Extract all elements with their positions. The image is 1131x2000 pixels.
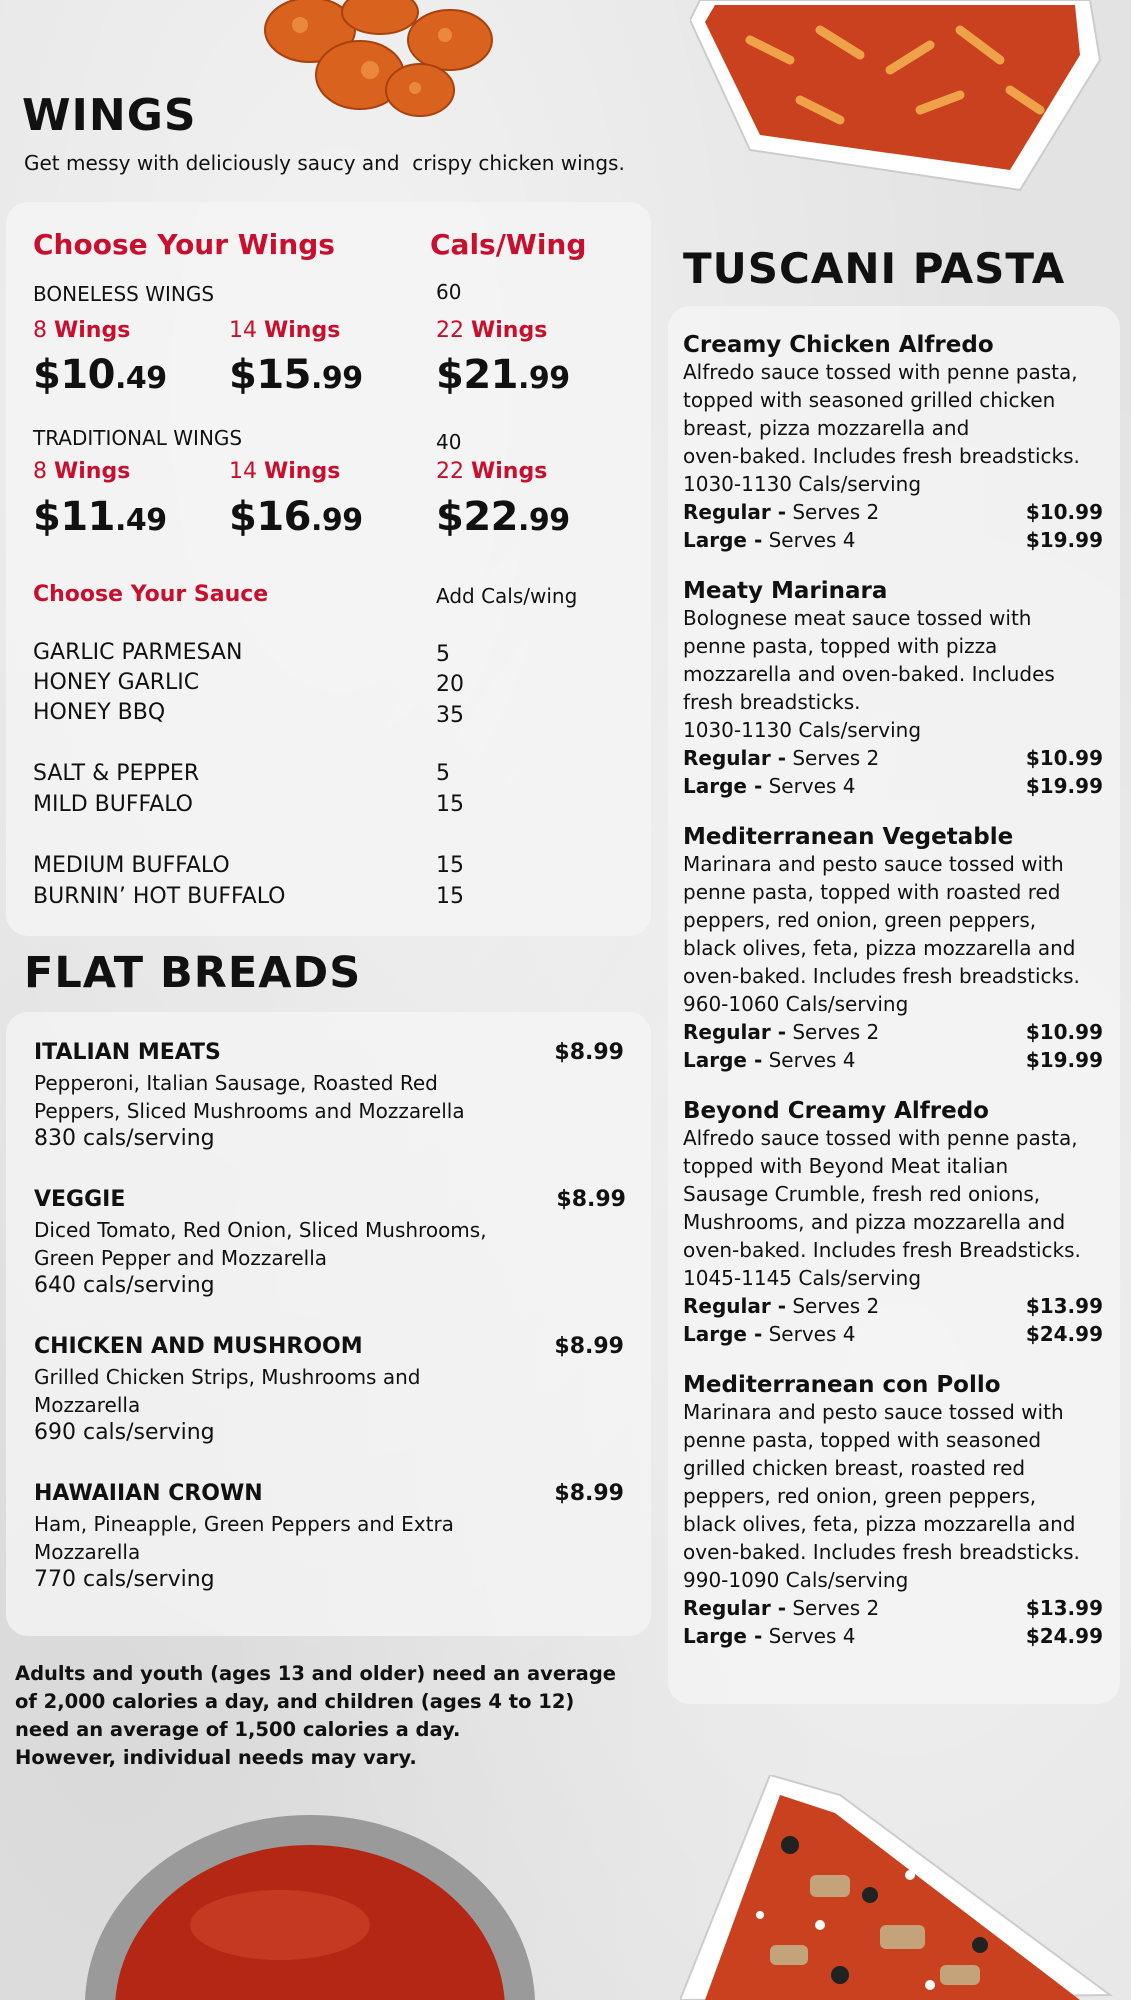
pasta-desc-line: oven-baked. Includes fresh breadsticks. bbox=[683, 444, 1080, 468]
price-dollars: $15 bbox=[229, 352, 311, 398]
sauce-name: MEDIUM BUFFALO bbox=[33, 853, 230, 878]
pasta-desc-line: breast, pizza mozzarella and bbox=[683, 416, 970, 440]
flatbread-cals: 830 cals/serving bbox=[34, 1126, 215, 1151]
pasta-desc-line: Marinara and pesto sauce tossed with bbox=[683, 1400, 1064, 1424]
pasta-desc-line: Sausage Crumble, fresh red onions, bbox=[683, 1182, 1041, 1206]
wing-price bbox=[436, 352, 570, 398]
choose-sauce-heading: Choose Your Sauce bbox=[33, 582, 269, 607]
flatbread-name: VEGGIE bbox=[34, 1187, 126, 1212]
pasta-large-row bbox=[683, 1046, 1103, 1074]
flatbread-desc: Green Pepper and Mozzarella bbox=[34, 1246, 328, 1270]
pasta-cals: 960-1060 Cals/serving bbox=[683, 992, 909, 1016]
wings-card bbox=[6, 202, 651, 936]
pasta-pollo-tray-photo bbox=[680, 1775, 1120, 2000]
flatbread-price: $8.99 bbox=[554, 1481, 624, 1506]
wing-option-count bbox=[33, 459, 130, 484]
pasta-cals: 1030-1130 Cals/serving bbox=[683, 472, 922, 496]
price-dollars: $22 bbox=[436, 494, 518, 540]
regular-price: $10.99 bbox=[1025, 500, 1103, 524]
pasta-desc-line: penne pasta, topped with roasted red bbox=[683, 880, 1061, 904]
pasta-cals: 1045-1145 Cals/serving bbox=[683, 1266, 922, 1290]
count-number: 22 bbox=[436, 459, 464, 484]
count-number: 22 bbox=[436, 318, 464, 343]
wings-title: WINGS bbox=[22, 90, 197, 141]
regular-serves: Serves 2 bbox=[792, 1294, 880, 1318]
flatbreads-title: FLAT BREADS bbox=[24, 948, 362, 998]
pasta-tray-photo bbox=[690, 0, 1110, 195]
pasta-desc-line: black olives, feta, pizza mozzarella and bbox=[683, 1512, 1076, 1536]
count-unit: Wings bbox=[54, 318, 131, 343]
traditional-wings-cals: 40 bbox=[436, 430, 462, 454]
large-price: $24.99 bbox=[1025, 1322, 1103, 1346]
flatbread-desc: Diced Tomato, Red Onion, Sliced Mushrooms, bbox=[34, 1218, 487, 1242]
traditional-wings-label: TRADITIONAL WINGS bbox=[33, 426, 243, 450]
sauce-cals: 5 bbox=[436, 642, 450, 667]
wing-option-count bbox=[229, 459, 340, 484]
pasta-desc-line: black olives, feta, pizza mozzarella and bbox=[683, 936, 1076, 960]
price-cents: .99 bbox=[518, 503, 570, 538]
large-label: Large - bbox=[683, 1624, 763, 1648]
large-serves: Serves 4 bbox=[768, 774, 856, 798]
marinara-bowl-photo bbox=[80, 1805, 540, 2000]
wing-price bbox=[33, 494, 167, 540]
regular-label: Regular - bbox=[683, 1020, 786, 1044]
wing-option-count bbox=[33, 318, 130, 343]
flatbread-desc: Mozzarella bbox=[34, 1393, 141, 1417]
count-number: 14 bbox=[229, 318, 257, 343]
flatbread-desc: Grilled Chicken Strips, Mushrooms and bbox=[34, 1365, 421, 1389]
regular-price: $10.99 bbox=[1025, 746, 1103, 770]
flatbread-cals: 770 cals/serving bbox=[34, 1567, 215, 1592]
regular-label: Regular - bbox=[683, 1596, 786, 1620]
flatbread-name: HAWAIIAN CROWN bbox=[34, 1481, 263, 1506]
count-unit: Wings bbox=[471, 318, 548, 343]
sauce-name: BURNIN’ HOT BUFFALO bbox=[33, 884, 286, 909]
sauce-name: GARLIC PARMESAN bbox=[33, 640, 243, 665]
regular-price: $10.99 bbox=[1025, 1020, 1103, 1044]
pasta-name: Beyond Creamy Alfredo bbox=[683, 1098, 989, 1124]
flatbread-cals: 690 cals/serving bbox=[34, 1420, 215, 1445]
large-serves: Serves 4 bbox=[768, 1322, 856, 1346]
pasta-desc-line: penne pasta, topped with pizza bbox=[683, 634, 998, 658]
sauce-name: HONEY GARLIC bbox=[33, 670, 200, 695]
pasta-item bbox=[683, 824, 1103, 1074]
flatbread-name: ITALIAN MEATS bbox=[34, 1040, 221, 1065]
pasta-title: TUSCANI PASTA bbox=[683, 244, 1066, 293]
flatbread-price: $8.99 bbox=[554, 1334, 624, 1359]
pasta-desc-line: Marinara and pesto sauce tossed with bbox=[683, 852, 1064, 876]
wing-option-count bbox=[436, 318, 547, 343]
wings-photo bbox=[250, 0, 530, 130]
disclaimer-line: However, individual needs may vary. bbox=[15, 1746, 417, 1769]
count-unit: Wings bbox=[471, 459, 548, 484]
pasta-desc-line: oven-baked. Includes fresh Breadsticks. bbox=[683, 1238, 1081, 1262]
large-label: Large - bbox=[683, 774, 763, 798]
pasta-name: Creamy Chicken Alfredo bbox=[683, 332, 994, 358]
pasta-desc-line: fresh breadsticks. bbox=[683, 690, 861, 714]
large-serves: Serves 4 bbox=[768, 528, 856, 552]
pasta-regular-row bbox=[683, 1594, 1103, 1622]
price-cents: .49 bbox=[115, 503, 167, 538]
flatbread-price: $8.99 bbox=[554, 1040, 624, 1065]
pasta-item bbox=[683, 578, 1103, 800]
disclaimer-line: Adults and youth (ages 13 and older) need an average bbox=[15, 1662, 617, 1685]
large-price: $19.99 bbox=[1025, 774, 1103, 798]
regular-serves: Serves 2 bbox=[792, 1020, 880, 1044]
price-dollars: $21 bbox=[436, 352, 518, 398]
sauce-cals: 5 bbox=[436, 761, 450, 786]
price-cents: .99 bbox=[311, 503, 363, 538]
wing-option-count bbox=[436, 459, 547, 484]
sauce-name: MILD BUFFALO bbox=[33, 792, 193, 817]
pasta-desc-line: Mushrooms, and pizza mozzarella and bbox=[683, 1210, 1066, 1234]
flatbread-desc: Mozzarella bbox=[34, 1540, 141, 1564]
flatbread-cals: 640 cals/serving bbox=[34, 1273, 215, 1298]
large-label: Large - bbox=[683, 1322, 763, 1346]
large-label: Large - bbox=[683, 528, 763, 552]
disclaimer-line: of 2,000 calories a day, and children (ages 4 to 12) bbox=[15, 1690, 575, 1713]
boneless-wings-label: BONELESS WINGS bbox=[33, 282, 215, 306]
price-cents: .99 bbox=[518, 361, 570, 396]
pasta-large-row bbox=[683, 526, 1103, 554]
pasta-desc-line: penne pasta, topped with seasoned bbox=[683, 1428, 1042, 1452]
price-dollars: $16 bbox=[229, 494, 311, 540]
regular-label: Regular - bbox=[683, 500, 786, 524]
price-cents: .99 bbox=[311, 361, 363, 396]
count-number: 8 bbox=[33, 318, 47, 343]
large-price: $19.99 bbox=[1025, 1048, 1103, 1072]
calorie-disclaimer bbox=[15, 1660, 655, 1772]
count-number: 14 bbox=[229, 459, 257, 484]
wing-price bbox=[229, 494, 363, 540]
boneless-wings-cals: 60 bbox=[436, 280, 462, 304]
pasta-name: Mediterranean Vegetable bbox=[683, 824, 1014, 850]
sauce-name: SALT & PEPPER bbox=[33, 761, 200, 786]
regular-price: $13.99 bbox=[1025, 1596, 1103, 1620]
pasta-desc-line: topped with seasoned grilled chicken bbox=[683, 388, 1056, 412]
pasta-regular-row bbox=[683, 744, 1103, 772]
pasta-desc-line: peppers, red onion, green peppers, bbox=[683, 1484, 1037, 1508]
pasta-list bbox=[683, 332, 1103, 1650]
sauce-cals-heading: Add Cals/wing bbox=[436, 584, 578, 608]
regular-label: Regular - bbox=[683, 746, 786, 770]
sauce-cals: 35 bbox=[436, 703, 464, 728]
pasta-regular-row bbox=[683, 1018, 1103, 1046]
sauce-cals: 20 bbox=[436, 672, 464, 697]
price-cents: .49 bbox=[115, 361, 167, 396]
wing-price bbox=[229, 352, 363, 398]
pasta-item bbox=[683, 1372, 1103, 1650]
count-unit: Wings bbox=[264, 459, 341, 484]
pasta-desc-line: oven-baked. Includes fresh breadsticks. bbox=[683, 964, 1080, 988]
pasta-item bbox=[683, 1098, 1103, 1348]
sauce-cals: 15 bbox=[436, 853, 464, 878]
large-price: $24.99 bbox=[1025, 1624, 1103, 1648]
sauce-cals: 15 bbox=[436, 884, 464, 909]
pasta-cals: 1030-1130 Cals/serving bbox=[683, 718, 922, 742]
choose-wings-heading: Choose Your Wings bbox=[33, 228, 335, 261]
wing-price bbox=[33, 352, 167, 398]
disclaimer-line: need an average of 1,500 calories a day. bbox=[15, 1718, 461, 1741]
pasta-name: Mediterranean con Pollo bbox=[683, 1372, 1001, 1398]
count-unit: Wings bbox=[54, 459, 131, 484]
flatbread-desc: Peppers, Sliced Mushrooms and Mozzarella bbox=[34, 1099, 465, 1123]
regular-serves: Serves 2 bbox=[792, 746, 880, 770]
pasta-large-row bbox=[683, 1320, 1103, 1348]
pasta-regular-row bbox=[683, 1292, 1103, 1320]
pasta-large-row bbox=[683, 772, 1103, 800]
pasta-cals: 990-1090 Cals/serving bbox=[683, 1568, 909, 1592]
sauce-name: HONEY BBQ bbox=[33, 700, 166, 725]
flatbread-price: $8.99 bbox=[556, 1187, 626, 1212]
pasta-desc-line: grilled chicken breast, roasted red bbox=[683, 1456, 1026, 1480]
large-label: Large - bbox=[683, 1048, 763, 1072]
large-price: $19.99 bbox=[1025, 528, 1103, 552]
large-serves: Serves 4 bbox=[768, 1624, 856, 1648]
pasta-desc-line: topped with Beyond Meat italian bbox=[683, 1154, 1009, 1178]
pasta-desc-line: mozzarella and oven-baked. Includes bbox=[683, 662, 1055, 686]
wing-price bbox=[436, 494, 570, 540]
regular-serves: Serves 2 bbox=[792, 500, 880, 524]
pasta-desc-line: peppers, red onion, green peppers, bbox=[683, 908, 1037, 932]
pasta-name: Meaty Marinara bbox=[683, 578, 888, 604]
pasta-item bbox=[683, 332, 1103, 554]
count-number: 8 bbox=[33, 459, 47, 484]
regular-price: $13.99 bbox=[1025, 1294, 1103, 1318]
pasta-large-row bbox=[683, 1622, 1103, 1650]
regular-serves: Serves 2 bbox=[792, 1596, 880, 1620]
pasta-regular-row bbox=[683, 498, 1103, 526]
large-serves: Serves 4 bbox=[768, 1048, 856, 1072]
price-dollars: $11 bbox=[33, 494, 115, 540]
wings-subtitle: Get messy with deliciously saucy and crispy chicken wings. bbox=[24, 151, 625, 175]
pasta-desc-line: Bolognese meat sauce tossed with bbox=[683, 606, 1032, 630]
flatbread-name: CHICKEN AND MUSHROOM bbox=[34, 1334, 363, 1359]
wing-option-count bbox=[229, 318, 340, 343]
cals-per-wing-heading: Cals/Wing bbox=[430, 228, 587, 261]
pasta-desc-line: Alfredo sauce tossed with penne pasta, bbox=[683, 1126, 1078, 1150]
sauce-cals: 15 bbox=[436, 792, 464, 817]
price-dollars: $10 bbox=[33, 352, 115, 398]
pasta-desc-line: Alfredo sauce tossed with penne pasta, bbox=[683, 360, 1078, 384]
count-unit: Wings bbox=[264, 318, 341, 343]
flatbread-desc: Pepperoni, Italian Sausage, Roasted Red bbox=[34, 1071, 438, 1095]
pasta-desc-line: oven-baked. Includes fresh breadsticks. bbox=[683, 1540, 1080, 1564]
regular-label: Regular - bbox=[683, 1294, 786, 1318]
flatbread-desc: Ham, Pineapple, Green Peppers and Extra bbox=[34, 1512, 454, 1536]
